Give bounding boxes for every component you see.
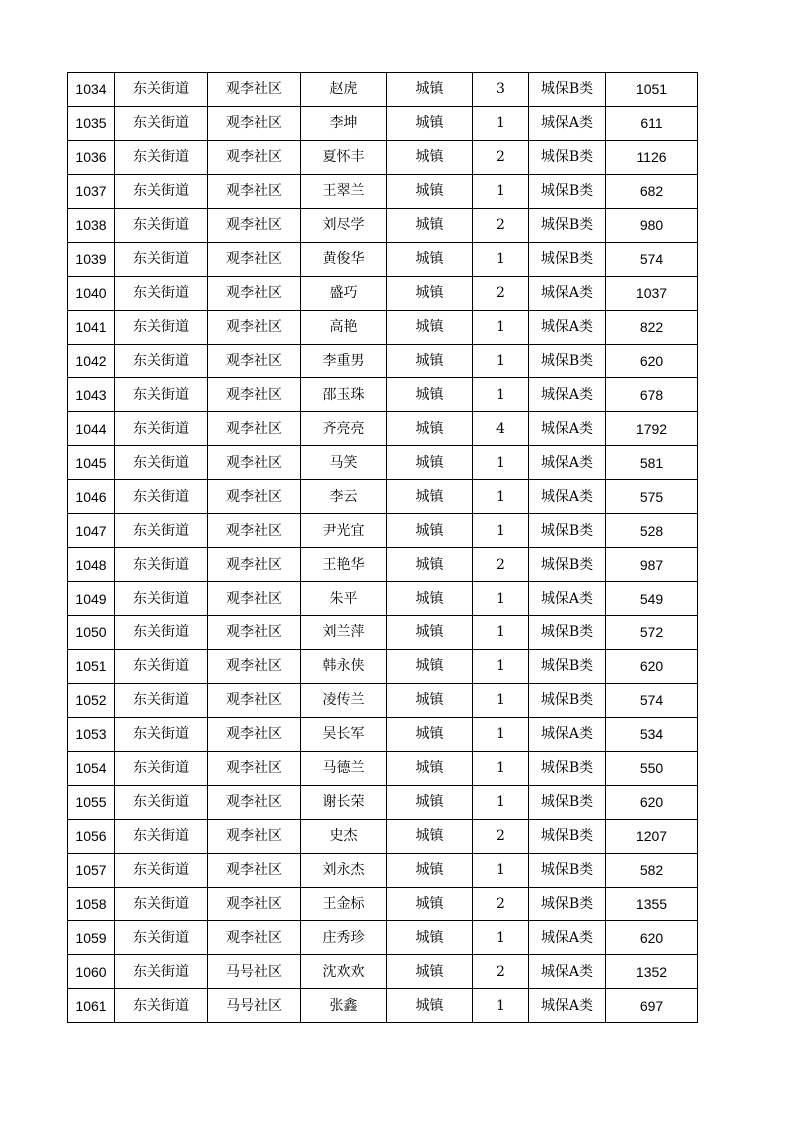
- amount-cell: 1037: [606, 276, 698, 310]
- insurance-category-cell: 城保A类: [529, 921, 606, 955]
- name-cell: 王金标: [301, 887, 387, 921]
- community-cell: 观李社区: [208, 717, 301, 751]
- record-number-cell: 1042: [68, 344, 115, 378]
- subdistrict-cell: 东关街道: [115, 548, 208, 582]
- record-number-cell: 1061: [68, 989, 115, 1023]
- amount-cell: 682: [606, 174, 698, 208]
- community-cell: 观李社区: [208, 683, 301, 717]
- community-cell: 观李社区: [208, 378, 301, 412]
- household-type-cell: 城镇: [387, 921, 473, 955]
- community-cell: 观李社区: [208, 106, 301, 140]
- insurance-category-cell: 城保A类: [529, 276, 606, 310]
- table-row: [68, 989, 698, 1023]
- insurance-category-cell: 城保A类: [529, 480, 606, 514]
- household-type-cell: 城镇: [387, 819, 473, 853]
- household-type-cell: 城镇: [387, 582, 473, 616]
- insurance-category-cell: 城保A类: [529, 378, 606, 412]
- subdistrict-cell: 东关街道: [115, 616, 208, 650]
- amount-cell: 611: [606, 106, 698, 140]
- record-number-cell: 1038: [68, 208, 115, 242]
- insurance-category-cell: 城保A类: [529, 106, 606, 140]
- community-cell: 观李社区: [208, 582, 301, 616]
- household-type-cell: 城镇: [387, 446, 473, 480]
- household-type-cell: 城镇: [387, 174, 473, 208]
- name-cell: 史杰: [301, 819, 387, 853]
- subdistrict-cell: 东关街道: [115, 921, 208, 955]
- record-number-cell: 1060: [68, 955, 115, 989]
- table-row: [68, 344, 698, 378]
- record-number-cell: 1035: [68, 106, 115, 140]
- record-number-cell: 1036: [68, 140, 115, 174]
- record-number-cell: 1055: [68, 785, 115, 819]
- table-row: [68, 106, 698, 140]
- household-type-cell: 城镇: [387, 649, 473, 683]
- subdistrict-cell: 东关街道: [115, 683, 208, 717]
- person-count-cell: 1: [473, 989, 529, 1023]
- table-row: [68, 73, 698, 107]
- household-type-cell: 城镇: [387, 344, 473, 378]
- subdistrict-cell: 东关街道: [115, 785, 208, 819]
- household-type-cell: 城镇: [387, 140, 473, 174]
- record-number-cell: 1044: [68, 412, 115, 446]
- community-cell: 观李社区: [208, 73, 301, 107]
- record-number-cell: 1053: [68, 717, 115, 751]
- household-type-cell: 城镇: [387, 412, 473, 446]
- community-cell: 观李社区: [208, 785, 301, 819]
- name-cell: 尹光宜: [301, 514, 387, 548]
- table-row: [68, 242, 698, 276]
- person-count-cell: 1: [473, 344, 529, 378]
- community-cell: 观李社区: [208, 751, 301, 785]
- household-type-cell: 城镇: [387, 751, 473, 785]
- table-row: [68, 514, 698, 548]
- subdistrict-cell: 东关街道: [115, 106, 208, 140]
- insurance-category-cell: 城保A类: [529, 446, 606, 480]
- community-cell: 马号社区: [208, 955, 301, 989]
- amount-cell: 574: [606, 683, 698, 717]
- subdistrict-cell: 东关街道: [115, 174, 208, 208]
- community-cell: 观李社区: [208, 514, 301, 548]
- person-count-cell: 2: [473, 276, 529, 310]
- table-row: [68, 853, 698, 887]
- name-cell: 刘永杰: [301, 853, 387, 887]
- name-cell: 沈欢欢: [301, 955, 387, 989]
- table-row: [68, 785, 698, 819]
- table-row: [68, 310, 698, 344]
- table-row: [68, 616, 698, 650]
- insurance-category-cell: 城保B类: [529, 548, 606, 582]
- name-cell: 朱平: [301, 582, 387, 616]
- insurance-category-cell: 城保B类: [529, 73, 606, 107]
- record-number-cell: 1045: [68, 446, 115, 480]
- name-cell: 马笑: [301, 446, 387, 480]
- amount-cell: 1352: [606, 955, 698, 989]
- insurance-category-cell: 城保B类: [529, 174, 606, 208]
- person-count-cell: 2: [473, 208, 529, 242]
- record-number-cell: 1056: [68, 819, 115, 853]
- table-row: [68, 921, 698, 955]
- record-number-cell: 1046: [68, 480, 115, 514]
- name-cell: 吴长军: [301, 717, 387, 751]
- record-number-cell: 1049: [68, 582, 115, 616]
- table-row: [68, 887, 698, 921]
- amount-cell: 528: [606, 514, 698, 548]
- name-cell: 赵虎: [301, 73, 387, 107]
- subdistrict-cell: 东关街道: [115, 344, 208, 378]
- table-row: [68, 955, 698, 989]
- record-number-cell: 1048: [68, 548, 115, 582]
- person-count-cell: 4: [473, 412, 529, 446]
- amount-cell: 1792: [606, 412, 698, 446]
- amount-cell: 534: [606, 717, 698, 751]
- subdistrict-cell: 东关街道: [115, 73, 208, 107]
- subdistrict-cell: 东关街道: [115, 412, 208, 446]
- person-count-cell: 1: [473, 582, 529, 616]
- community-cell: 观李社区: [208, 921, 301, 955]
- person-count-cell: 2: [473, 140, 529, 174]
- insurance-category-cell: 城保B类: [529, 140, 606, 174]
- data-table: [67, 72, 698, 1023]
- community-cell: 观李社区: [208, 208, 301, 242]
- record-number-cell: 1050: [68, 616, 115, 650]
- person-count-cell: 3: [473, 73, 529, 107]
- community-cell: 观李社区: [208, 616, 301, 650]
- community-cell: 观李社区: [208, 310, 301, 344]
- insurance-category-cell: 城保B类: [529, 208, 606, 242]
- name-cell: 王翠兰: [301, 174, 387, 208]
- subdistrict-cell: 东关街道: [115, 989, 208, 1023]
- amount-cell: 980: [606, 208, 698, 242]
- name-cell: 刘兰萍: [301, 616, 387, 650]
- record-number-cell: 1059: [68, 921, 115, 955]
- record-number-cell: 1057: [68, 853, 115, 887]
- insurance-category-cell: 城保A类: [529, 582, 606, 616]
- household-type-cell: 城镇: [387, 989, 473, 1023]
- household-type-cell: 城镇: [387, 310, 473, 344]
- amount-cell: 574: [606, 242, 698, 276]
- person-count-cell: 1: [473, 174, 529, 208]
- subdistrict-cell: 东关街道: [115, 819, 208, 853]
- amount-cell: 550: [606, 751, 698, 785]
- name-cell: 李云: [301, 480, 387, 514]
- subdistrict-cell: 东关街道: [115, 310, 208, 344]
- record-number-cell: 1052: [68, 683, 115, 717]
- community-cell: 观李社区: [208, 446, 301, 480]
- person-count-cell: 1: [473, 649, 529, 683]
- insurance-category-cell: 城保A类: [529, 310, 606, 344]
- amount-cell: 822: [606, 310, 698, 344]
- community-cell: 观李社区: [208, 649, 301, 683]
- record-number-cell: 1051: [68, 649, 115, 683]
- amount-cell: 581: [606, 446, 698, 480]
- name-cell: 张鑫: [301, 989, 387, 1023]
- household-type-cell: 城镇: [387, 276, 473, 310]
- person-count-cell: 1: [473, 683, 529, 717]
- subdistrict-cell: 东关街道: [115, 853, 208, 887]
- record-number-cell: 1054: [68, 751, 115, 785]
- insurance-category-cell: 城保B类: [529, 853, 606, 887]
- subdistrict-cell: 东关街道: [115, 446, 208, 480]
- household-type-cell: 城镇: [387, 853, 473, 887]
- insurance-category-cell: 城保B类: [529, 649, 606, 683]
- table-row: [68, 480, 698, 514]
- record-number-cell: 1039: [68, 242, 115, 276]
- subdistrict-cell: 东关街道: [115, 955, 208, 989]
- amount-cell: 1051: [606, 73, 698, 107]
- household-type-cell: 城镇: [387, 208, 473, 242]
- name-cell: 李坤: [301, 106, 387, 140]
- subdistrict-cell: 东关街道: [115, 887, 208, 921]
- amount-cell: 697: [606, 989, 698, 1023]
- community-cell: 观李社区: [208, 887, 301, 921]
- insurance-category-cell: 城保B类: [529, 616, 606, 650]
- amount-cell: 1126: [606, 140, 698, 174]
- person-count-cell: 1: [473, 242, 529, 276]
- name-cell: 高艳: [301, 310, 387, 344]
- person-count-cell: 1: [473, 921, 529, 955]
- community-cell: 观李社区: [208, 140, 301, 174]
- insurance-category-cell: 城保A类: [529, 955, 606, 989]
- amount-cell: 582: [606, 853, 698, 887]
- community-cell: 马号社区: [208, 989, 301, 1023]
- person-count-cell: 1: [473, 378, 529, 412]
- community-cell: 观李社区: [208, 853, 301, 887]
- household-type-cell: 城镇: [387, 548, 473, 582]
- table-row: [68, 819, 698, 853]
- amount-cell: 1207: [606, 819, 698, 853]
- subdistrict-cell: 东关街道: [115, 480, 208, 514]
- person-count-cell: 1: [473, 717, 529, 751]
- person-count-cell: 1: [473, 853, 529, 887]
- household-type-cell: 城镇: [387, 514, 473, 548]
- name-cell: 王艳华: [301, 548, 387, 582]
- record-number-cell: 1040: [68, 276, 115, 310]
- table-row: [68, 378, 698, 412]
- person-count-cell: 1: [473, 616, 529, 650]
- community-cell: 观李社区: [208, 548, 301, 582]
- community-cell: 观李社区: [208, 242, 301, 276]
- name-cell: 谢长荣: [301, 785, 387, 819]
- person-count-cell: 1: [473, 446, 529, 480]
- record-number-cell: 1041: [68, 310, 115, 344]
- record-number-cell: 1047: [68, 514, 115, 548]
- household-type-cell: 城镇: [387, 242, 473, 276]
- amount-cell: 620: [606, 921, 698, 955]
- person-count-cell: 1: [473, 480, 529, 514]
- name-cell: 夏怀丰: [301, 140, 387, 174]
- subdistrict-cell: 东关街道: [115, 717, 208, 751]
- name-cell: 齐亮亮: [301, 412, 387, 446]
- insurance-category-cell: 城保B类: [529, 785, 606, 819]
- insurance-category-cell: 城保B类: [529, 751, 606, 785]
- name-cell: 黄俊华: [301, 242, 387, 276]
- subdistrict-cell: 东关街道: [115, 140, 208, 174]
- subdistrict-cell: 东关街道: [115, 208, 208, 242]
- community-cell: 观李社区: [208, 412, 301, 446]
- table-row: [68, 208, 698, 242]
- table-row: [68, 446, 698, 480]
- household-type-cell: 城镇: [387, 106, 473, 140]
- name-cell: 凌传兰: [301, 683, 387, 717]
- person-count-cell: 1: [473, 514, 529, 548]
- household-type-cell: 城镇: [387, 785, 473, 819]
- subdistrict-cell: 东关街道: [115, 649, 208, 683]
- community-cell: 观李社区: [208, 276, 301, 310]
- community-cell: 观李社区: [208, 174, 301, 208]
- subdistrict-cell: 东关街道: [115, 276, 208, 310]
- name-cell: 韩永侠: [301, 649, 387, 683]
- amount-cell: 620: [606, 649, 698, 683]
- person-count-cell: 2: [473, 819, 529, 853]
- person-count-cell: 1: [473, 310, 529, 344]
- amount-cell: 678: [606, 378, 698, 412]
- subdistrict-cell: 东关街道: [115, 242, 208, 276]
- household-type-cell: 城镇: [387, 683, 473, 717]
- table-row: [68, 717, 698, 751]
- insurance-category-cell: 城保A类: [529, 989, 606, 1023]
- household-type-cell: 城镇: [387, 717, 473, 751]
- amount-cell: 1355: [606, 887, 698, 921]
- name-cell: 刘尽学: [301, 208, 387, 242]
- table-row: [68, 582, 698, 616]
- amount-cell: 987: [606, 548, 698, 582]
- household-type-cell: 城镇: [387, 616, 473, 650]
- insurance-category-cell: 城保B类: [529, 242, 606, 276]
- subdistrict-cell: 东关街道: [115, 751, 208, 785]
- table-row: [68, 174, 698, 208]
- table-body: [68, 73, 698, 1023]
- subdistrict-cell: 东关街道: [115, 582, 208, 616]
- amount-cell: 549: [606, 582, 698, 616]
- insurance-category-cell: 城保B类: [529, 887, 606, 921]
- table-row: [68, 140, 698, 174]
- household-type-cell: 城镇: [387, 955, 473, 989]
- person-count-cell: 2: [473, 887, 529, 921]
- record-number-cell: 1037: [68, 174, 115, 208]
- insurance-category-cell: 城保B类: [529, 819, 606, 853]
- community-cell: 观李社区: [208, 344, 301, 378]
- record-number-cell: 1058: [68, 887, 115, 921]
- person-count-cell: 1: [473, 785, 529, 819]
- person-count-cell: 2: [473, 955, 529, 989]
- subdistrict-cell: 东关街道: [115, 514, 208, 548]
- insurance-category-cell: 城保B类: [529, 683, 606, 717]
- name-cell: 马德兰: [301, 751, 387, 785]
- person-count-cell: 1: [473, 751, 529, 785]
- person-count-cell: 1: [473, 106, 529, 140]
- name-cell: 邵玉珠: [301, 378, 387, 412]
- table-row: [68, 548, 698, 582]
- record-number-cell: 1034: [68, 73, 115, 107]
- table-row: [68, 649, 698, 683]
- amount-cell: 575: [606, 480, 698, 514]
- household-type-cell: 城镇: [387, 378, 473, 412]
- name-cell: 李重男: [301, 344, 387, 378]
- household-type-cell: 城镇: [387, 73, 473, 107]
- amount-cell: 620: [606, 344, 698, 378]
- table-row: [68, 751, 698, 785]
- name-cell: 盛巧: [301, 276, 387, 310]
- name-cell: 庄秀珍: [301, 921, 387, 955]
- person-count-cell: 2: [473, 548, 529, 582]
- table-row: [68, 683, 698, 717]
- household-type-cell: 城镇: [387, 480, 473, 514]
- community-cell: 观李社区: [208, 480, 301, 514]
- table-row: [68, 412, 698, 446]
- subdistrict-cell: 东关街道: [115, 378, 208, 412]
- table-row: [68, 276, 698, 310]
- insurance-category-cell: 城保A类: [529, 412, 606, 446]
- amount-cell: 620: [606, 785, 698, 819]
- insurance-category-cell: 城保A类: [529, 717, 606, 751]
- household-type-cell: 城镇: [387, 887, 473, 921]
- amount-cell: 572: [606, 616, 698, 650]
- record-number-cell: 1043: [68, 378, 115, 412]
- insurance-category-cell: 城保B类: [529, 514, 606, 548]
- community-cell: 观李社区: [208, 819, 301, 853]
- insurance-category-cell: 城保B类: [529, 344, 606, 378]
